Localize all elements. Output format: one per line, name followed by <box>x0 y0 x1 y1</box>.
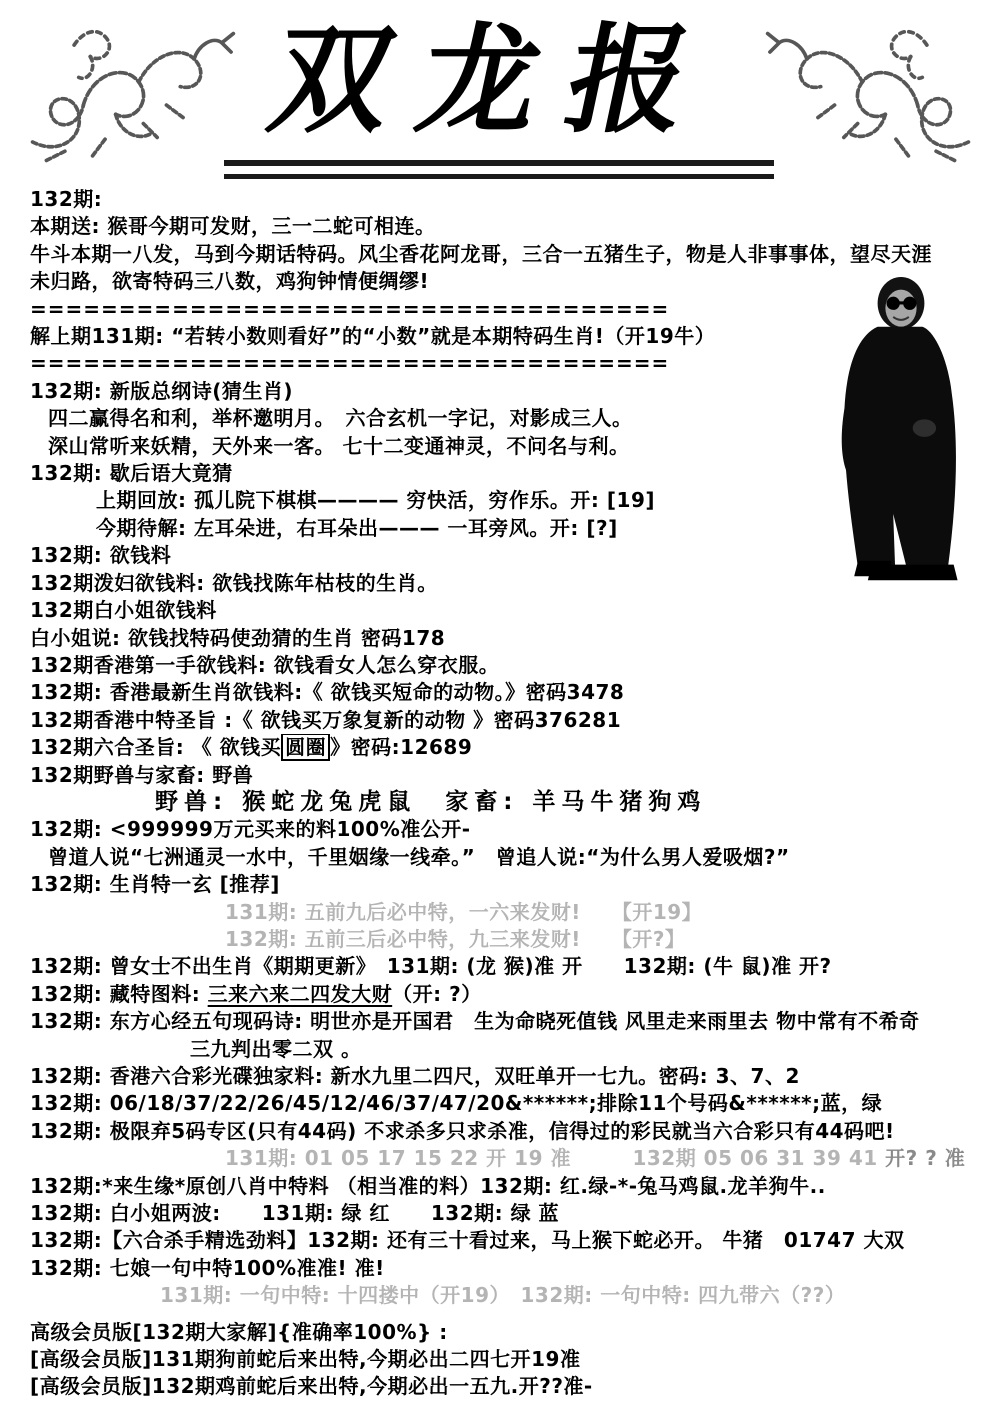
text-line: 132期: 极限弃5码专区(只有44码) 不求杀多只求杀准，信得过的彩民就当六合彩只有44码吧! <box>30 1118 895 1143</box>
text-line: 132期野兽与家畜: 野兽 <box>30 762 254 787</box>
text-line: 132期: 东方心经五句现码诗: 明世亦是开国君 生为命晓死值钱 风里走来雨里去 物中常有不希奇 <box>30 1009 920 1034</box>
dragon-icon <box>754 22 989 172</box>
text-line: 132期: 曾女士不出生肖《期期更新》 131期: (龙 猴)准 开 132期: (牛 鼠)准 开? <box>30 954 832 979</box>
text-line: 上期回放: 孤儿院下棋棋———— 穷快活，穷作乐。开: [19] <box>96 488 655 513</box>
masthead <box>0 0 991 185</box>
text-segment: 132期六合圣旨: 《 欲钱买 <box>30 735 282 760</box>
text-line <box>30 981 991 1008</box>
text-line: 132期: 歇后语大竟猜 <box>30 461 233 486</box>
text-line: 132期: 白小姐两波: 131期: 绿 红 132期: 绿 蓝 <box>30 1201 560 1226</box>
text-line: 132期: 五前三后必中特，九三来发财! 【开?】 <box>225 926 686 951</box>
text-line <box>225 1145 991 1172</box>
text-line: 牛斗本期一八发，马到今期话特码。风尘香花阿龙哥，三合一五猪生子，物是人非事事体，望尽天涯 <box>30 241 932 266</box>
text-line: ==================================== <box>30 296 670 321</box>
text-line: 本期送: 猴哥今期可发财，三一二蛇可相连。 <box>30 214 436 239</box>
text-line: 四二赢得名和利，举杯邀明月。 六合玄机一字记，对影成三人。 <box>48 406 633 431</box>
text-line: 132期香港中特圣旨 :《 欲钱买万象复新的动物 》密码376281 <box>30 707 622 732</box>
text-line: 132期: 06/18/37/22/26/45/12/46/37/47/20&******;排除11个号码&******;蓝，绿 <box>30 1091 883 1116</box>
page-title: 双龙报 <box>258 10 733 149</box>
text-line: 132期: 香港六合彩光碟独家料: 新水九里二四尺，双旺单开一七九。密码: 3、7、2 <box>30 1064 800 1088</box>
text-line: [高级会员版]131期狗前蛇后来出特,今期必出二四七开19准 <box>30 1347 581 1372</box>
text-line: 132期:【六合杀手精选劲料】132期: 还有三十看过来，马上猴下蛇必开。 牛猪 01747 大双 <box>30 1228 905 1253</box>
text-line: 132期: 欲钱料 <box>30 543 172 568</box>
text-line: 曾道人说“七洲通灵一水中，千里姻缘一线牵。” 曾追人说:“为什么男人爱吸烟?” <box>48 844 790 869</box>
text-segment: 》密码:12689 <box>330 735 473 760</box>
text-line: 132期泼妇欲钱料: 欲钱找陈年枯枝的生肖。 <box>30 570 438 595</box>
text-line: 白小姐说: 欲钱找特码使劲猜的生肖 密码178 <box>30 625 446 650</box>
text-line: 132期: 香港最新生肖欲钱料:《 欲钱买短命的动物。》密码3478 <box>30 680 625 705</box>
text-segment: 开? ? 准 <box>885 1146 966 1171</box>
text-segment: 131期: 01 05 17 15 22 开 19 准 132期 05 06 31 39 41 <box>225 1146 886 1171</box>
text-line: 野兽: 猴蛇龙兔虎鼠 家畜: 羊马牛猪狗鸡 <box>155 788 707 815</box>
text-segment: 三来六来二四发大财 <box>207 981 393 1006</box>
text-line: 131期: 五前九后必中特，一六来发财! 【开19】 <box>225 899 703 924</box>
text-line: 132期香港第一手欲钱料: 欲钱看女人怎么穿衣服。 <box>30 652 500 677</box>
text-line: 今期待解: 左耳朵进，右耳朵出——— 一耳旁风。开: [?] <box>96 515 618 540</box>
text-line <box>30 734 991 761</box>
text-line: 132期:*来生缘*原创八肖中特料 （相当准的料）132期: 红.绿-*-兔马鸡鼠.龙羊狗牛.. <box>30 1173 826 1198</box>
title-underline <box>224 160 774 179</box>
text-line: 132期: 七娘一句中特100%准准! 准! <box>30 1255 385 1280</box>
text-line: ==================================== <box>30 351 670 376</box>
text-segment: 圆圈 <box>281 734 330 761</box>
text-line: 132期白小姐欲钱料 <box>30 598 217 623</box>
text-line: 131期: 一句中特: 十四搂中（开19） 132期: 一句中特: 四九带六（??） <box>160 1283 846 1308</box>
text-line: 132期: <999999万元买来的料100%准公开- <box>30 817 471 842</box>
text-line: 132期: 生肖特一玄 [推荐] <box>30 872 280 897</box>
text-line: 高级会员版[132期大家解]{准确率100%} : <box>30 1319 448 1344</box>
text-line: 132期: 新版总纲诗(猜生肖) <box>30 378 293 403</box>
text-line: 深山常听来妖精，天外来一客。 七十二变通神灵，不问名与利。 <box>48 433 630 458</box>
text-line: 解上期131期: “若转小数则看好”的“小数”就是本期特码生肖!（开19牛） <box>30 324 716 349</box>
text-line: 132期: <box>30 187 103 211</box>
text-line: 三九判出零二双 。 <box>190 1036 362 1061</box>
text-line: 未归路，欲寄特码三八数，鸡狗钟情便绸缪! <box>30 269 430 294</box>
text-segment: 132期: 藏特图料: <box>30 981 208 1006</box>
text-body <box>0 186 991 1401</box>
text-line: [高级会员版]132期鸡前蛇后来出特,今期必出一五九.开??准- <box>30 1374 593 1399</box>
text-segment: （开: ?） <box>392 981 482 1006</box>
